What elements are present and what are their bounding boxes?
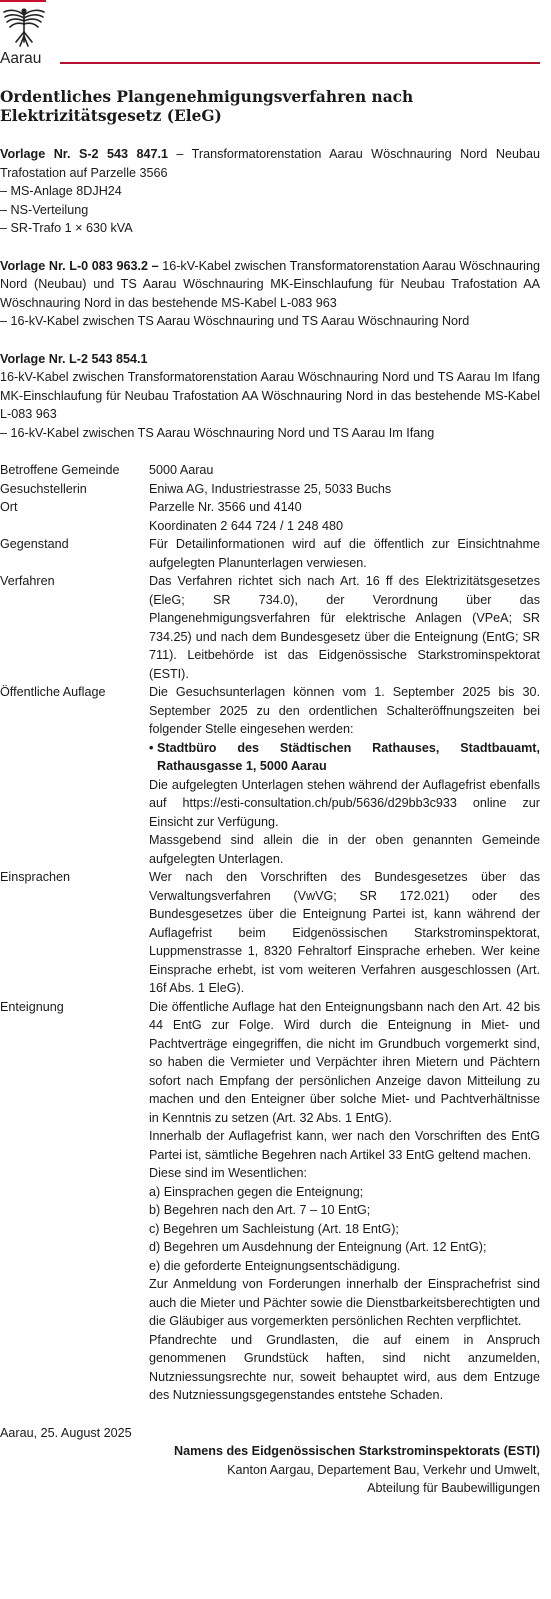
vorlage-3-id: Vorlage Nr. L-2 543 854.1: [0, 351, 148, 366]
row-value: [149, 998, 540, 1405]
page-title: Ordentliches Plangenehmigungsverfahren nach Elektrizitätsgesetz (EleG): [0, 88, 414, 125]
enteignung-item: e) die geforderte Enteignungsentschädigung.: [149, 1258, 401, 1273]
vorlage-1-line: – SR-Trafo 1 × 630 kVA: [0, 221, 133, 235]
signature-block: [0, 1442, 540, 1498]
auflage-location-text: Stadtbüro des Städtischen Rathauses, Stadtbauamt, Rathausgasse 1, 5000 Aarau: [157, 740, 540, 773]
row-value: Für Detailinformationen wird auf die öffentlich zur Einsichtnahme aufgelegten Planunterlagen verwiesen.: [149, 537, 540, 570]
signature-authority: Namens des Eidgenössischen Starkstrominspektorats (ESTI): [173, 1444, 540, 1458]
bullet-icon: •: [149, 740, 154, 755]
enteignung-text: Die öffentliche Auflage hat den Enteignungsbann nach den Art. 42 bis 44 EntG zur Folge. Wird durch die Enteignung in Miet- und Pachtverträge eingegriffen, die nicht im Grundbuch vorgemerkt sind, so haben die Vermieter und Verpächter ihren Mietern und Pächtern sofort nach Empfang der persönlichen Anzeige davon Mitteilung zu machen und den Enteigner über solche Miet- und Pachtverhältnisse in Kenntnis zu setzen (Art. 32 Abs. 1 EntG).: [149, 999, 540, 1125]
vorlage-1-line: – NS-Verteilung: [0, 202, 89, 217]
auflage-text: Die Gesuchsunterlagen können vom 1. September 2025 bis 30. September 2025 zu den ordentlichen Schalteröffnungszeiten bei folgender Stelle eingesehen werden:: [149, 685, 540, 736]
vorlage-2-line: – 16-kV-Kabel zwischen TS Aarau Wöschnauring und TS Aarau Wöschnauring Nord: [0, 314, 470, 328]
row-label: Gegenstand: [0, 537, 69, 551]
header: [0, 0, 540, 72]
row-gegenstand: [0, 535, 540, 572]
vorlage-3: [0, 350, 540, 443]
row-gesuchstellerin: [0, 480, 540, 499]
date-line: Aarau, 25. August 2025: [0, 1425, 132, 1440]
auflage-note: Massgebend sind allein die in der oben genannten Gemeinde aufgelegten Unterlagen.: [149, 833, 540, 866]
row-oeffentliche-auflage: [0, 683, 540, 868]
row-ort: [0, 498, 540, 535]
enteignung-item: c) Begehren um Sachleistung (Art. 18 EntG);: [149, 1221, 399, 1236]
enteignung-text: Pfandrechte und Grundlasten, die auf einem in Anspruch genommenen Grundstück haften, sind nicht anzumelden, Nutzniessungsrechte nur, soweit behauptet wird, aus dem Entzuge des Nutzniessungsgegenstandes entstehe Schaden.: [149, 1332, 540, 1402]
auflage-location: [149, 739, 540, 776]
details-table: [0, 461, 540, 1405]
vorlage-1-id: Vorlage Nr. S-2 543 847.1: [0, 147, 168, 161]
row-label: Öffentliche Auflage: [0, 685, 106, 699]
row-value: Eniwa AG, Industriestrasse 25, 5033 Buchs: [149, 481, 392, 496]
vorlage-1-desc: – Transformatorenstation Aarau Wöschnauring Nord Neubau Trafostation auf Parzelle 3566: [0, 147, 540, 180]
row-gemeinde: [0, 461, 540, 480]
enteignung-item: d) Begehren um Ausdehnung der Enteignung (Art. 12 EntG);: [149, 1240, 487, 1254]
row-label: Ort: [0, 500, 18, 514]
signature-division: Abteilung für Baubewilligungen: [367, 1481, 540, 1495]
enteignung-item: b) Begehren nach den Art. 7 – 10 EntG;: [149, 1203, 371, 1217]
row-einsprachen: [0, 868, 540, 998]
row-value: Das Verfahren richtet sich nach Art. 16 ff des Elektrizitätsgesetzes (EleG; SR 734.0), der Verordnung über das Plangenehmigungsverfahren für elektrische Anlagen (VPeA; SR 734.25) und nach dem Bundesgesetz über die Enteignung (EntG; SR 711). Leitbehörde ist das Eidgenössische Starkstrominspektorat (ESTI).: [149, 574, 540, 681]
logo-top-line: [0, 0, 46, 2]
vorlage-1: [0, 145, 540, 238]
vorlage-3-desc: 16-kV-Kabel zwischen Transformatorenstation Aarau Wöschnauring Nord und TS Aarau Im Ifang MK-Einschlaufung für Neubau Trafostation AA Wöschnauring Nord in das bestehende MS-Kabel L-083 963: [0, 370, 540, 421]
vorlage-3-line: – 16-kV-Kabel zwischen TS Aarau Wöschnauring Nord und TS Aarau Im Ifang: [0, 425, 435, 440]
eagle-crest-icon: [2, 6, 46, 48]
row-label: Gesuchstellerin: [0, 481, 87, 496]
row-value: 5000 Aarau: [149, 463, 214, 477]
vorlage-2-desc: 16-kV-Kabel zwischen Transformatorenstation Aarau Wöschnauring Nord (Neubau) und TS Aarau Wöschnauring MK-Einschlaufung für Neubau Trafostation AA Wöschnauring Nord in das bestehende MS-Kabel L-083 963: [0, 258, 540, 310]
row-value: [149, 683, 540, 868]
row-label: Einsprachen: [0, 870, 71, 884]
enteignung-text: Diese sind im Wesentlichen:: [149, 1166, 307, 1180]
ort-koordinaten: Koordinaten 2 644 724 / 1 248 480: [149, 518, 343, 533]
signature-department: Kanton Aargau, Departement Bau, Verkehr und Umwelt,: [227, 1462, 540, 1477]
row-value: [149, 498, 540, 535]
enteignung-item: a) Einsprachen gegen die Enteignung;: [149, 1184, 364, 1199]
enteignung-text: Innerhalb der Auflagefrist kann, wer nach den Vorschriften des EntG Partei ist, sämtliche Begehren nach Artikel 33 EntG geltend machen.: [149, 1129, 540, 1162]
vorlage-2-id: Vorlage Nr. L-0 083 963.2 –: [0, 258, 159, 273]
auflage-online: Die aufgelegten Unterlagen stehen während der Auflagefrist ebenfalls auf https://esti-consultation.ch/pub/5636/d29bb3c933 online zur Einsicht zur Verfügung.: [149, 777, 540, 829]
header-rule: [60, 62, 540, 64]
row-enteignung: [0, 998, 540, 1405]
row-label: Verfahren: [0, 574, 55, 588]
ort-parzelle: Parzelle Nr. 3566 und 4140: [149, 500, 302, 514]
row-label: Betroffene Gemeinde: [0, 463, 120, 477]
row-value: Wer nach den Vorschriften des Bundesgesetzes über das Verwaltungsverfahren (VwVG; SR 172.021) oder des Bundesgesetzes über die Enteignung Partei ist, kann während der Auflagefrist beim Eidgenössischen Starkstrominspektorat, Luppmenstrasse 1, 8320 Fehraltorf Einsprache erheben. Wer keine Einsprache erhebt, ist vom weiteren Verfahren ausgeschlossen (Art. 16f Abs. 1 EleG).: [149, 870, 540, 995]
row-label: Enteignung: [0, 999, 64, 1014]
logo-text: Aarau: [0, 50, 42, 67]
vorlage-1-line: – MS-Anlage 8DJH24: [0, 184, 122, 198]
row-verfahren: [0, 572, 540, 683]
vorlage-2: [0, 257, 540, 331]
enteignung-text: Zur Anmeldung von Forderungen innerhalb der Einsprachefrist sind auch die Mieter und Pächter sowie die Dienstbarkeitsberechtigten und die Gläubiger aus vorgemerkten persönlichen Rechten verpflichtet.: [149, 1277, 540, 1328]
